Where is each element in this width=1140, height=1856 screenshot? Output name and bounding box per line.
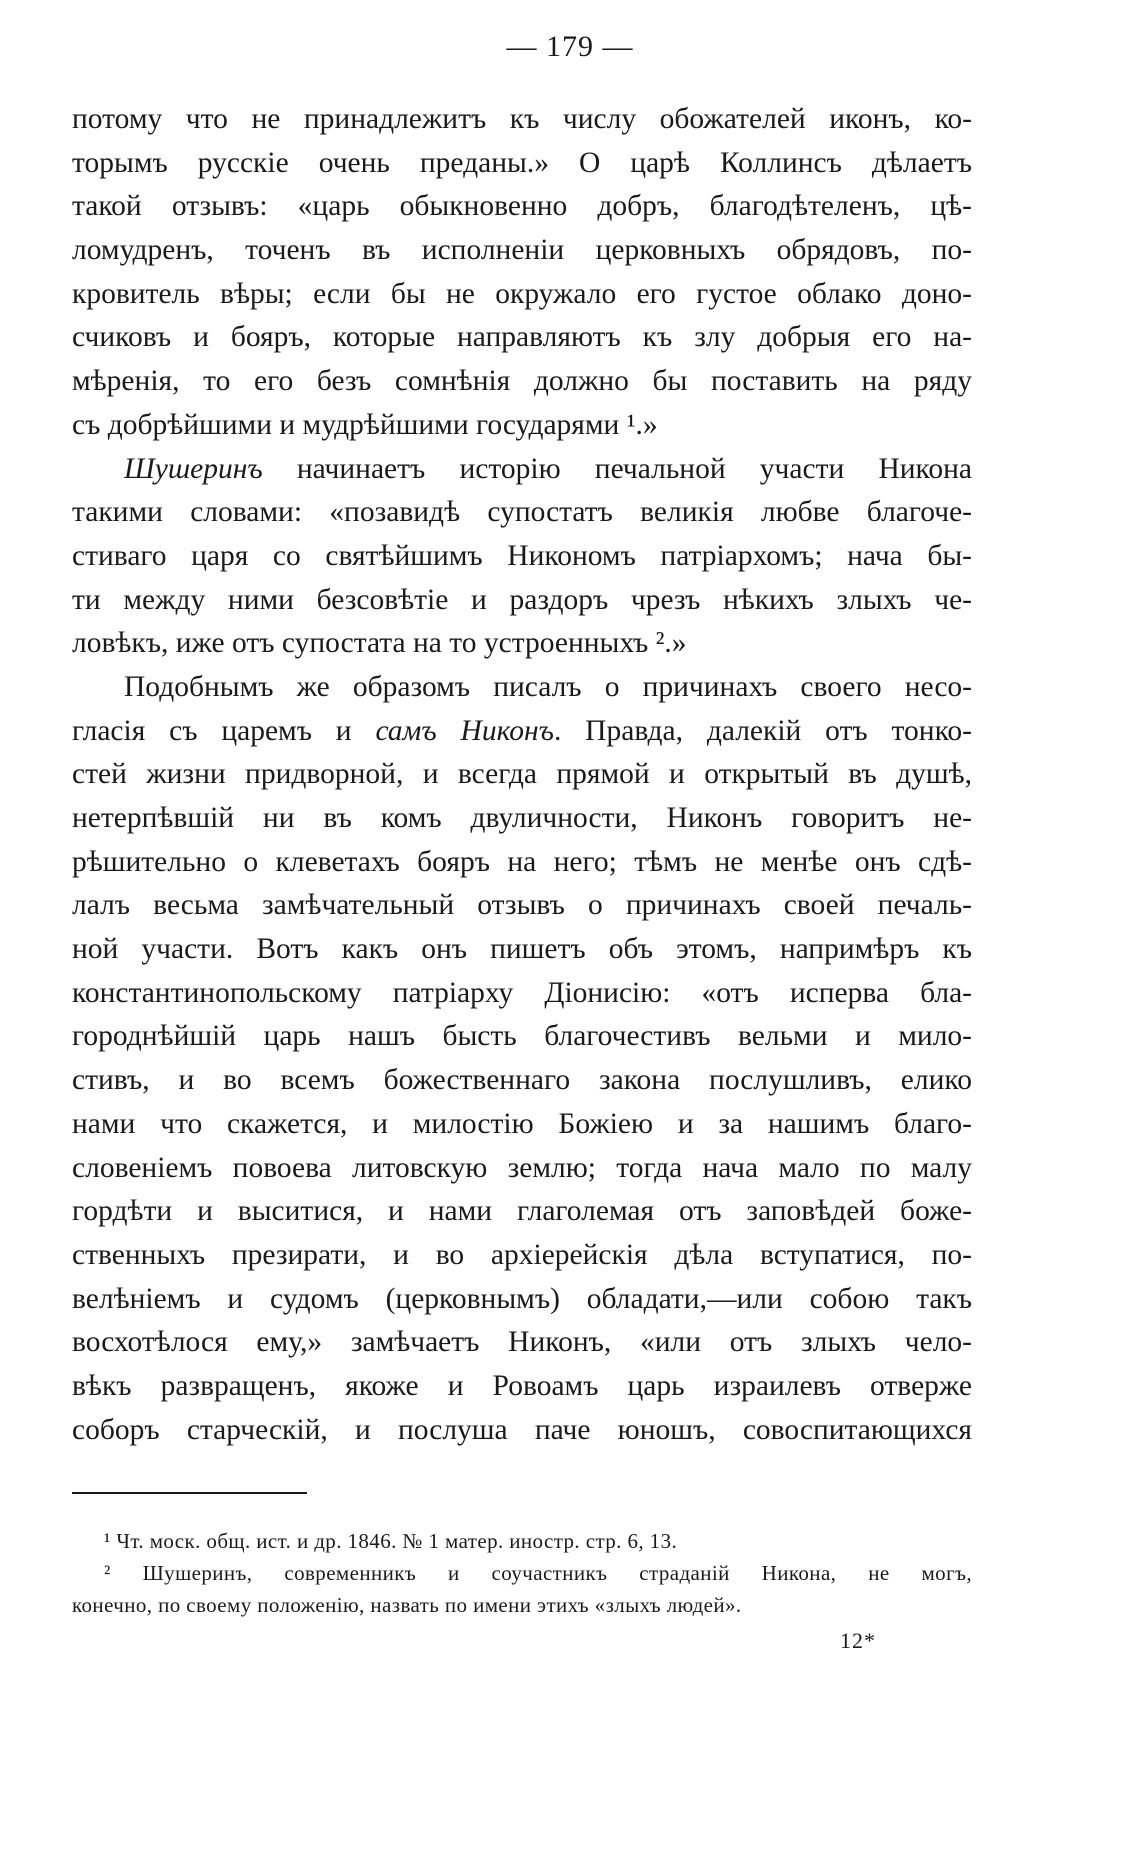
text-line: гордѣти и выситися, и нами глаголемая отъ заповѣдей боже-: [72, 1195, 972, 1228]
text-line: нами что скажется, и милостію Божіею и за нашимъ благо-: [72, 1107, 972, 1140]
text-line: ти между ними безсовѣтіе и раздоръ чрезъ нѣкихъ злыхъ че-: [72, 583, 972, 616]
footnotes: [72, 1525, 972, 1621]
text-line: вѣкъ развращенъ, якоже и Ровоамъ царь израилевъ отверже: [72, 1369, 972, 1402]
text-line: съ добрѣйшими и мудрѣйшими государями ¹.»: [72, 408, 658, 441]
body-text: [72, 98, 972, 1452]
text-line: стей жизни придворной, и всегда прямой и открытый въ душѣ,: [72, 758, 972, 791]
footnote-1: ¹ Чт. моск. общ. ист. и др. 1846. № 1 матер. иностр. стр. 6, 13.: [104, 1529, 678, 1553]
text-line: торымъ русскіе очень преданы.» О царѣ Коллинсъ дѣлаетъ: [72, 146, 972, 179]
text-line: велѣніемъ и судомъ (церковнымъ) обладати,—или собою такъ: [72, 1282, 972, 1315]
text-line: потому что не принадлежитъ къ числу обожателей иконъ, ко-: [72, 103, 972, 135]
text-line: соборъ старческій, и послуша паче юношъ, совоспитающихся: [72, 1413, 972, 1446]
footnote-2: ² Шушеринъ, современникъ и соучастникъ страданій Никона, не могъ,: [104, 1561, 972, 1585]
text-line: гласія съ царемъ и самъ Никонъ. Правда, далекій отъ тонко-: [72, 714, 972, 747]
text-line: восхотѣлося ему,» замѣчаетъ Никонъ, «или отъ злыхъ чело-: [72, 1326, 972, 1359]
text-line: такой отзывъ: «царь обыкновенно добръ, благодѣтеленъ, цѣ-: [72, 190, 972, 223]
text-line: рѣшительно о клеветахъ бояръ на него; тѣмъ не менѣе онъ сдѣ-: [72, 845, 972, 878]
text-line: ственныхъ презирати, и во архіерейскія дѣла вступатися, по-: [72, 1238, 972, 1271]
text-line: ной участи. Вотъ какъ онъ пишетъ объ этомъ, напримѣръ къ: [72, 933, 972, 966]
italic-name: самъ Никонъ: [375, 714, 554, 747]
text-line: нетерпѣвшій ни въ комъ двуличности, Никонъ говоритъ не-: [72, 802, 972, 834]
footnote-divider: [72, 1492, 307, 1494]
text-line: Подобнымъ же образомъ писалъ о причинахъ своего несо-: [124, 670, 972, 703]
text-line: лалъ весьма замѣчательный отзывъ о причинахъ своей печаль-: [72, 889, 972, 922]
text-line: константинопольскому патріарху Діонисію: «отъ исперва бла-: [72, 976, 972, 1009]
text-line: стиваго царя со святѣйшимъ Никономъ патріархомъ; нача бы-: [72, 539, 972, 572]
text-line: Шушеринъ начинаетъ исторію печальной участи Никона: [124, 452, 972, 485]
page-number: — 179 —: [506, 30, 634, 63]
text-line: стивъ, и во всемъ божественнаго закона послушливъ, елико: [72, 1064, 972, 1097]
italic-name: Шушеринъ: [124, 452, 263, 485]
text-line: такими словами: «позавидѣ супостатъ великія любве благоче-: [72, 496, 972, 529]
signature-mark: 12*: [840, 1628, 876, 1653]
text-line: ломудренъ, точенъ въ исполненіи церковныхъ обрядовъ, по-: [72, 234, 972, 267]
text-line: ловѣкъ, иже отъ супостата на то устроенныхъ ².»: [72, 627, 687, 660]
text-line: кровитель вѣры; если бы не окружало его густое облако доно-: [72, 277, 972, 310]
text-line: мѣренія, то его безъ сомнѣнія должно бы поставить на ряду: [72, 365, 972, 398]
text-line: городнѣйшій царь нашъ бысть благочестивъ вельми и мило-: [72, 1020, 972, 1053]
footnote-2-continued: конечно, по своему положенію, назвать по имени этихъ «злыхъ людей».: [72, 1593, 742, 1617]
text-line: счиковъ и бояръ, которые направляютъ къ злу добрыя его на-: [72, 321, 972, 354]
text-line: словеніемъ повоева литовскую землю; тогда нача мало по малу: [72, 1151, 972, 1184]
